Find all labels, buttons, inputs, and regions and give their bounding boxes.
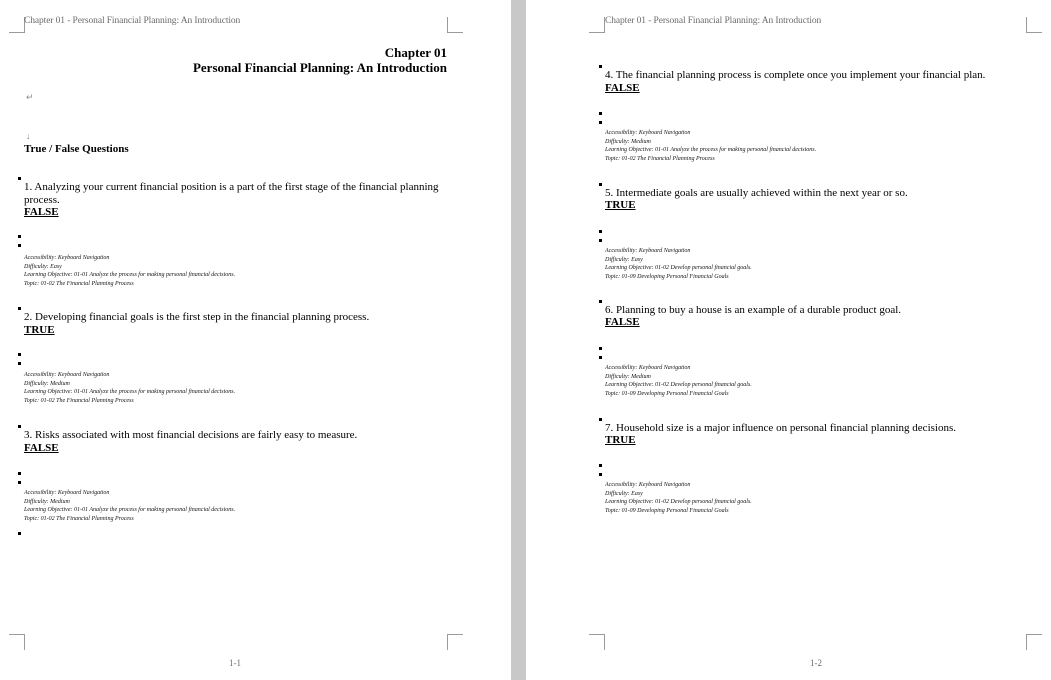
meta-learning-objective: Learning Objective: 01-01 Analyze the process for making personal financial decisions. [24,389,236,396]
page-number: 1-1 [229,658,241,668]
crop-mark-bottom-left [589,634,605,650]
bullet-marker [18,472,21,475]
question-text: 4. The financial planning process is complete once you implement your financial plan. [605,69,986,81]
section-heading: True / False Questions [24,143,129,155]
bullet-marker [599,112,602,115]
meta-accessibility: Accessibility: Keyboard Navigation [605,482,691,488]
question-metadata [605,247,752,281]
crop-mark-bottom-right [447,634,463,650]
bullet-marker [599,418,602,421]
meta-difficulty: Difficulty: Medium [605,373,651,380]
question-text: 6. Planning to buy a house is an example of a durable product goal. [605,304,902,316]
meta-accessibility: Accessibility: Keyboard Navigation [24,372,110,378]
crop-mark-top-left [9,17,25,33]
bullet-marker [18,362,21,365]
meta-topic: Topic: 01-02 The Financial Planning Process [24,397,134,404]
answer-text: FALSE [605,82,640,94]
question-metadata [605,129,816,163]
bullet-marker [18,481,21,484]
page-gap [511,0,526,680]
running-header: Chapter 01 - Personal Financial Planning: An Introduction [24,16,241,26]
answer-text: FALSE [605,316,640,328]
bullet-marker [18,177,21,180]
paragraph-mark: ↵ [26,92,34,102]
bullet-marker [599,300,602,303]
question-metadata [24,489,235,523]
paragraph-mark: ↓ [26,131,31,141]
meta-learning-objective: Learning Objective: 01-02 Develop personal financial goals. [605,265,752,272]
question-text: 7. Household size is a major influence on personal financial planning decisions. [605,422,956,434]
answer-text: FALSE [24,442,59,454]
meta-learning-objective: Learning Objective: 01-02 Develop personal financial goals. [605,499,752,506]
page-number: 1-2 [810,658,822,668]
meta-accessibility: Accessibility: Keyboard Navigation [605,248,691,254]
document-page-2[interactable] [526,0,1051,680]
meta-difficulty: Difficulty: Easy [605,490,643,497]
meta-learning-objective: Learning Objective: 01-01 Analyze the process for making personal financial decisions. [24,272,236,279]
bullet-marker [599,121,602,124]
document-page-1[interactable] [0,0,511,680]
question-metadata [605,481,752,515]
meta-accessibility: Accessibility: Keyboard Navigation [24,490,110,496]
bullet-marker [599,239,602,242]
question-metadata [24,254,235,288]
crop-mark-bottom-left [9,634,25,650]
meta-accessibility: Accessibility: Keyboard Navigation [24,255,110,261]
bullet-marker [18,235,21,238]
meta-difficulty: Difficulty: Easy [24,263,62,270]
bullet-marker [599,464,602,467]
meta-topic: Topic: 01-02 The Financial Planning Process [605,155,715,162]
bullet-marker [599,347,602,350]
crop-mark-top-left [589,17,605,33]
bullet-marker [18,244,21,247]
meta-learning-objective: Learning Objective: 01-01 Analyze the process for making personal financial decisions. [24,507,236,514]
crop-mark-bottom-right [1026,634,1042,650]
running-header: Chapter 01 - Personal Financial Planning: An Introduction [605,16,822,26]
question-text: 5. Intermediate goals are usually achieved within the next year or so. [605,187,908,199]
answer-text: TRUE [605,434,636,446]
question-metadata [24,371,235,405]
question-text: 3. Risks associated with most financial decisions are fairly easy to measure. [24,429,358,441]
answer-text: TRUE [24,324,55,336]
meta-topic: Topic: 01-02 The Financial Planning Process [24,515,134,522]
answer-text: FALSE [24,206,59,218]
bullet-marker [18,353,21,356]
meta-learning-objective: Learning Objective: 01-02 Develop personal financial goals. [605,382,752,389]
chapter-title: Chapter 01 [384,45,447,60]
bullet-marker [18,307,21,310]
meta-topic: Topic: 01-09 Developing Personal Financial Goals [605,273,729,280]
meta-accessibility: Accessibility: Keyboard Navigation [605,130,691,136]
crop-mark-top-right [1026,17,1042,33]
meta-topic: Topic: 01-09 Developing Personal Financial Goals [605,507,729,514]
meta-accessibility: Accessibility: Keyboard Navigation [605,365,691,371]
meta-topic: Topic: 01-02 The Financial Planning Process [24,280,134,287]
question-metadata [605,364,752,398]
bullet-marker [599,230,602,233]
bullet-marker [599,65,602,68]
meta-topic: Topic: 01-09 Developing Personal Financial Goals [605,390,729,397]
bullet-marker [599,356,602,359]
crop-mark-top-right [447,17,463,33]
bullet-marker [599,473,602,476]
answer-text: TRUE [605,199,636,211]
meta-difficulty: Difficulty: Medium [24,498,70,505]
meta-difficulty: Difficulty: Medium [24,380,70,387]
meta-difficulty: Difficulty: Easy [605,256,643,263]
meta-learning-objective: Learning Objective: 01-01 Analyze the process for making personal financial decisions. [605,147,817,154]
bullet-marker [18,532,21,535]
question-text: 2. Developing financial goals is the first step in the financial planning process. [24,311,370,323]
bullet-marker [599,183,602,186]
question-text: 1. Analyzing your current financial position is a part of the first stage of the financial planning process. [24,181,439,206]
chapter-subtitle: Personal Financial Planning: An Introduction [192,60,447,75]
meta-difficulty: Difficulty: Medium [605,138,651,145]
bullet-marker [18,425,21,428]
